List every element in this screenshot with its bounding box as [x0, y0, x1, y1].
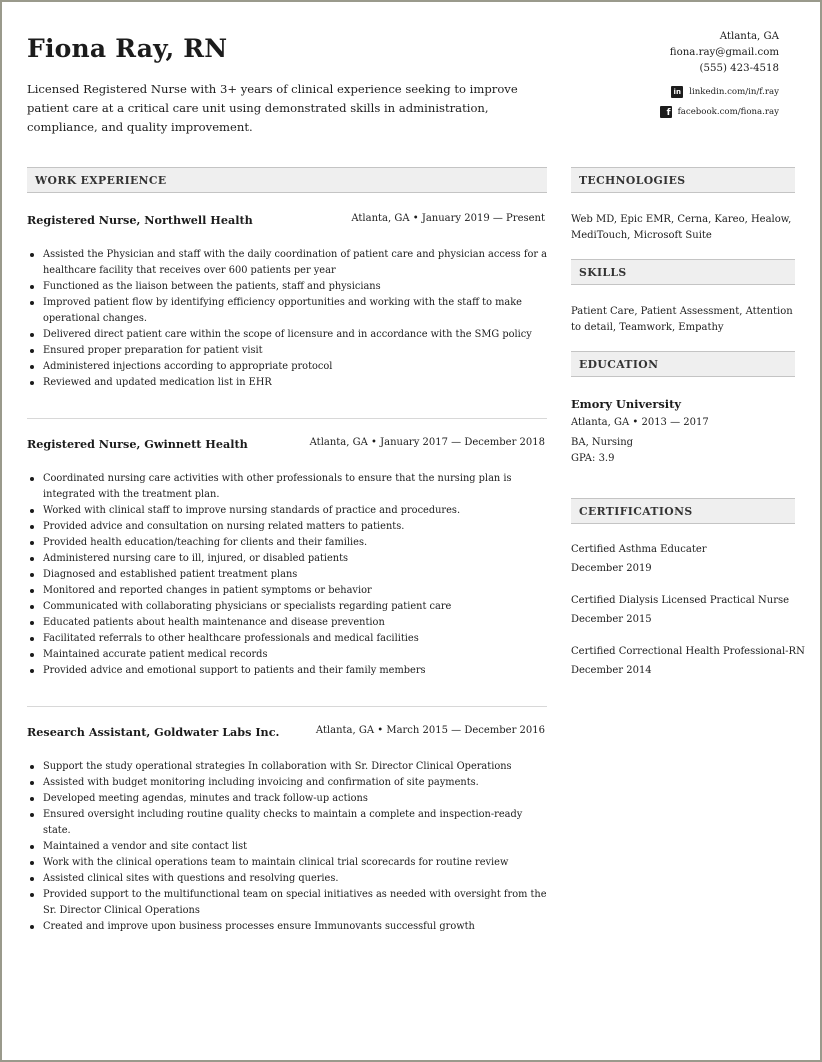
- contact-block: [670, 29, 779, 77]
- school-name: Emory University: [571, 397, 681, 411]
- list-item: Ensured oversight including routine quality checks to maintain a complete and inspection-ready state.: [43, 807, 547, 839]
- list-item: Provided advice and consultation on nursing related matters to patients.: [43, 519, 547, 535]
- list-item: Functioned as the liaison between the patients, staff and physicians: [43, 279, 547, 295]
- linkedin-icon: in: [671, 86, 683, 98]
- job-meta: Atlanta, GA • January 2017 — December 2018: [309, 437, 545, 448]
- list-item: Worked with clinical staff to improve nursing standards of practice and procedures.: [43, 503, 547, 519]
- linkedin-url[interactable]: linkedin.com/in/f.ray: [689, 87, 779, 97]
- list-item: Ensured proper preparation for patient visit: [43, 343, 547, 359]
- gpa: GPA: 3.9: [571, 453, 615, 464]
- list-item: Communicated with collaborating physicians or specialists regarding patient care: [43, 599, 547, 615]
- certification-name: Certified Dialysis Licensed Practical Nurse: [571, 595, 790, 606]
- job-meta: Atlanta, GA • January 2019 — Present: [351, 213, 545, 224]
- certification-date: December 2015: [571, 614, 652, 625]
- list-item: Administered injections according to appropriate protocol: [43, 359, 547, 375]
- certification-name: Certified Asthma Educater: [571, 544, 707, 555]
- certification-date: December 2019: [571, 563, 652, 574]
- facebook-link[interactable]: [660, 106, 779, 118]
- list-item: Support the study operational strategies In collaboration with Sr. Director Clinical Operations: [43, 759, 547, 775]
- education-heading: EDUCATION: [571, 351, 795, 377]
- skills-heading: SKILLS: [571, 259, 795, 285]
- job-bullets: [27, 471, 547, 679]
- technologies-heading: TECHNOLOGIES: [571, 167, 795, 193]
- list-item: Maintained accurate patient medical records: [43, 647, 547, 663]
- list-item: Work with the clinical operations team to maintain clinical trial scorecards for routine review: [43, 855, 547, 871]
- list-item: Administered nursing care to ill, injured, or disabled patients: [43, 551, 547, 567]
- certification-date: December 2014: [571, 665, 652, 676]
- section-divider: [27, 418, 547, 419]
- email-address[interactable]: fiona.ray@gmail.com: [669, 47, 779, 58]
- list-item: Provided advice and emotional support to patients and their family members: [43, 663, 547, 679]
- list-item: Educated patients about health maintenance and disease prevention: [43, 615, 547, 631]
- list-item: Delivered direct patient care within the scope of licensure and in accordance with the SMG policy: [43, 327, 547, 343]
- list-item: Reviewed and updated medication list in EHR: [43, 375, 547, 391]
- list-item: Assisted the Physician and staff with the daily coordination of patient care and physician access for a healthcare facility that receives over 600 patients per year: [43, 247, 547, 279]
- job-meta: Atlanta, GA • March 2015 — December 2016: [315, 725, 545, 736]
- list-item: Provided support to the multifunctional team on special initiatives as needed with oversight from the Sr. Director Clinical Operations: [43, 887, 547, 919]
- section-divider: [27, 706, 547, 707]
- job-bullets: [27, 247, 547, 391]
- certification-name: Certified Correctional Health Professional-RN: [571, 646, 805, 657]
- phone-number: (555) 423-4518: [699, 63, 779, 74]
- list-item: Coordinated nursing care activities with other professionals to ensure that the nursing plan is integrated with the treatment plan.: [43, 471, 547, 503]
- facebook-url[interactable]: facebook.com/fiona.ray: [677, 107, 779, 117]
- location: Atlanta, GA: [719, 31, 779, 42]
- linkedin-link[interactable]: [671, 86, 779, 98]
- list-item: Facilitated referrals to other healthcare professionals and medical facilities: [43, 631, 547, 647]
- job-title: Research Assistant, Goldwater Labs Inc.: [27, 725, 280, 739]
- certifications-heading: CERTIFICATIONS: [571, 498, 795, 524]
- education-meta: Atlanta, GA • 2013 — 2017: [571, 417, 709, 428]
- list-item: Assisted with budget monitoring including invoicing and confirmation of site payments.: [43, 775, 547, 791]
- skills-list: Patient Care, Patient Assessment, Attention to detail, Teamwork, Empathy: [571, 306, 793, 333]
- candidate-name: Fiona Ray, RN: [27, 34, 228, 63]
- job-title: Registered Nurse, Northwell Health: [27, 213, 253, 227]
- list-item: Maintained a vendor and site contact list: [43, 839, 547, 855]
- work-experience-heading: WORK EXPERIENCE: [27, 167, 547, 193]
- professional-summary: Licensed Registered Nurse with 3+ years of clinical experience seeking to improve patient care at a critical care unit using demonstrated skills in administration, compliance, and quality improvement.: [27, 82, 518, 134]
- job-title: Registered Nurse, Gwinnett Health: [27, 437, 248, 451]
- facebook-icon: f: [660, 106, 672, 118]
- list-item: Created and improve upon business processes ensure Immunovants successful growth: [43, 919, 547, 935]
- list-item: Monitored and reported changes in patient symptoms or behavior: [43, 583, 547, 599]
- list-item: Improved patient flow by identifying efficiency opportunities and working with the staff to make operational changes.: [43, 295, 547, 327]
- list-item: Developed meeting agendas, minutes and track follow-up actions: [43, 791, 547, 807]
- job-bullets: [27, 759, 547, 935]
- list-item: Provided health education/teaching for clients and their families.: [43, 535, 547, 551]
- list-item: Assisted clinical sites with questions and resolving queries.: [43, 871, 547, 887]
- degree: BA, Nursing: [571, 437, 634, 448]
- list-item: Diagnosed and established patient treatment plans: [43, 567, 547, 583]
- technologies-list: Web MD, Epic EMR, Cerna, Kareo, Healow, MediTouch, Microsoft Suite: [571, 214, 792, 241]
